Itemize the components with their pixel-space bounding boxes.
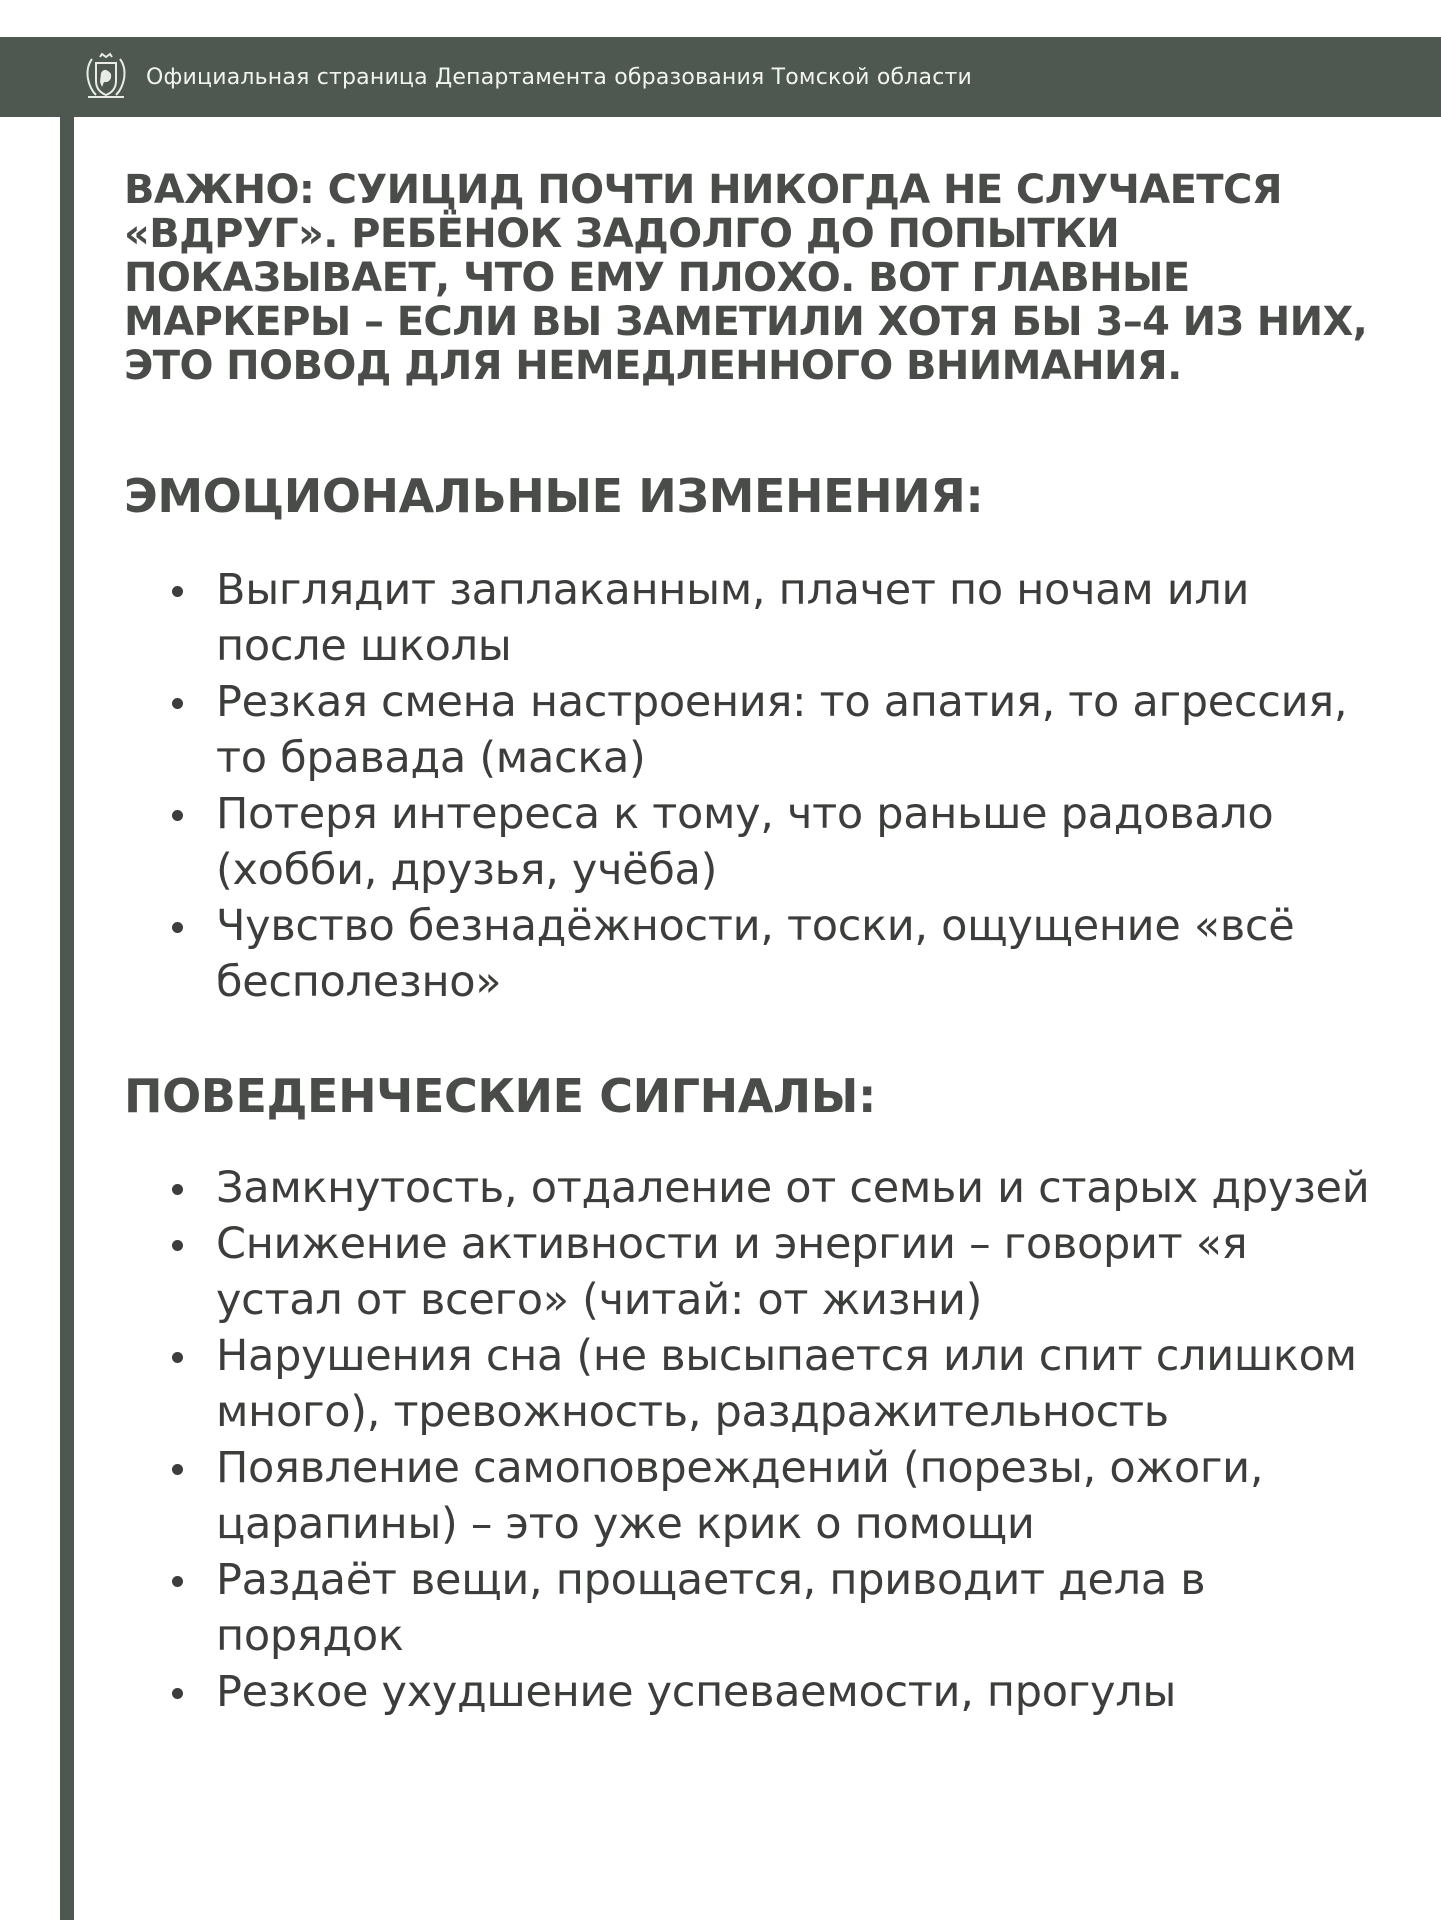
bullet-icon [172, 1464, 183, 1475]
coat-of-arms-icon [80, 51, 132, 103]
bullet-icon [172, 698, 183, 709]
bullet-icon [172, 810, 183, 821]
list-item [124, 786, 1384, 898]
left-accent-bar [60, 117, 74, 1920]
list-item [124, 898, 1384, 1010]
bullet-icon [172, 1240, 183, 1251]
list-item [124, 1440, 1384, 1552]
list-item [124, 1160, 1384, 1216]
list-item-text: Выглядит заплаканным, плачет по ночам или после школы [216, 565, 1250, 671]
bullet-icon [172, 586, 183, 597]
bullet-icon [172, 1352, 183, 1363]
behavioral-signals-list [124, 1160, 1384, 1720]
list-item-text: Резкое ухудшение успеваемости, прогулы [216, 1667, 1177, 1717]
list-item-text: Появление самоповреждений (порезы, ожоги, царапины) – это уже крик о помощи [216, 1443, 1264, 1549]
section-title-behavioral: ПОВЕДЕНЧЕСКИЕ СИГНАЛЫ: [124, 1069, 876, 1123]
list-item-text: Чувство безнадёжности, тоски, ощущение «всё бесполезно» [216, 901, 1295, 1007]
list-item [124, 1216, 1384, 1328]
list-item-text: Нарушения сна (не высыпается или спит слишком много), тревожность, раздражительность [216, 1331, 1357, 1437]
list-item [124, 674, 1384, 786]
section-title-emotional: ЭМОЦИОНАЛЬНЫЕ ИЗМЕНЕНИЯ: [124, 469, 984, 523]
list-item-text: Снижение активности и энергии – говорит «я устал от всего» (читай: от жизни) [216, 1219, 1248, 1325]
main-content [124, 168, 1384, 1720]
list-item [124, 562, 1384, 674]
bullet-icon [172, 1576, 183, 1587]
list-item-text: Резкая смена настроения: то апатия, то агрессия, то бравада (маска) [216, 677, 1348, 783]
intro-warning: ВАЖНО: СУИЦИД ПОЧТИ НИКОГДА НЕ СЛУЧАЕТСЯ «ВДРУГ». РЕБЁНОК ЗАДОЛГО ДО ПОПЫТКИ ПОКАЗЫВАЕТ, ЧТО ЕМУ ПЛОХО. ВОТ ГЛАВНЫЕ МАРКЕРЫ – ЕСЛИ ВЫ ЗАМЕТИЛИ ХОТЯ БЫ 3–4 ИЗ НИХ, ЭТО ПОВОД ДЛЯ НЕМЕДЛЕННОГО ВНИМАНИЯ. [124, 167, 1368, 389]
list-item [124, 1552, 1384, 1664]
bullet-icon [172, 1184, 183, 1195]
list-item [124, 1328, 1384, 1440]
header-title: Официальная страница Департамента образования Томской области [146, 64, 973, 90]
bullet-icon [172, 1688, 183, 1699]
list-item-text: Раздаёт вещи, прощается, приводит дела в порядок [216, 1555, 1206, 1661]
list-item-text: Замкнутость, отдаление от семьи и старых друзей [216, 1163, 1370, 1213]
page-header [0, 37, 1441, 117]
list-item [124, 1664, 1384, 1720]
list-item-text: Потеря интереса к тому, что раньше радовало (хобби, друзья, учёба) [216, 789, 1274, 895]
emotional-changes-list [124, 562, 1384, 1010]
bullet-icon [172, 922, 183, 933]
